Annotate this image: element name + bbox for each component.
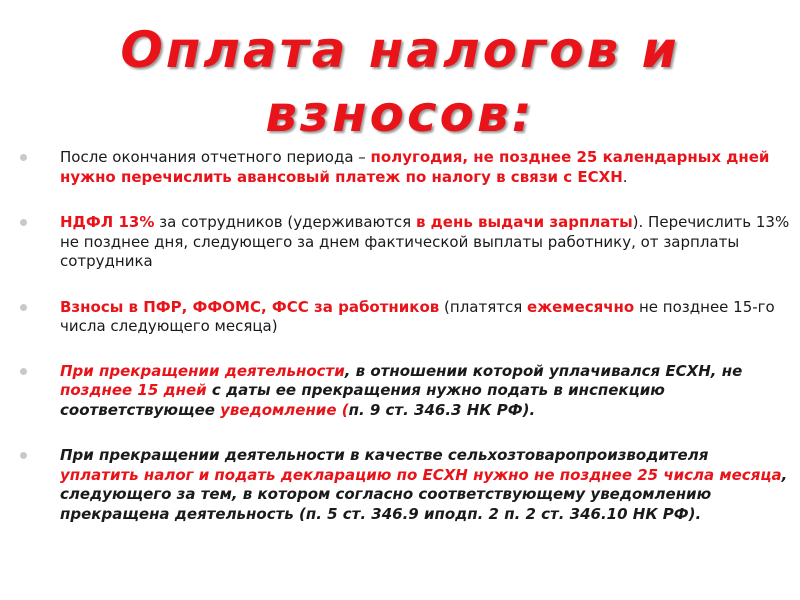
bullet-item <box>20 298 792 337</box>
bullet-text: (платятся <box>439 297 528 316</box>
bullet-dot-icon <box>20 219 27 226</box>
bullet-list <box>20 148 792 550</box>
bullet-highlight: уплатить налог и подать декларацию по ЕСХН нужно не позднее 25 числа месяца <box>60 465 782 484</box>
bullet-dot-icon <box>20 368 27 375</box>
bullet-item <box>20 362 792 421</box>
bullet-highlight: НДФЛ 13% <box>60 213 155 231</box>
slide-title-line-2: взносов: <box>265 85 535 143</box>
slide-title-line-1: Оплата налогов и <box>120 21 680 79</box>
bullet-text: При прекращении деятельности в качестве сельхозтоваропроизводителя <box>60 446 709 464</box>
bullet-highlight: позднее 15 дней <box>60 381 207 399</box>
bullet-highlight: Взносы в ПФР, ФФОМС, ФСС за работников <box>60 297 440 316</box>
bullet-text: ). Перечислить 13% не позднее дня, следующего за днем фактической выплаты работнику, от зарплаты сотрудника <box>60 213 790 270</box>
bullet-highlight: ежемесячно <box>527 297 635 316</box>
bullet-dot-icon <box>20 154 27 161</box>
bullet-highlight: уведомление ( <box>220 400 349 419</box>
bullet-item <box>20 213 792 272</box>
bullet-highlight: в день выдачи зарплаты <box>415 213 633 231</box>
bullet-item <box>20 446 792 524</box>
bullet-text: за сотрудников (удерживаются <box>154 213 416 231</box>
bullet-text: , в отношении которой уплачивался ЕСХН, не <box>344 361 743 380</box>
bullet-highlight: При прекращении деятельности <box>60 361 345 380</box>
bullet-text: После окончания отчетного периода – <box>60 148 371 166</box>
bullet-dot-icon <box>20 304 27 311</box>
bullet-text: с даты ее прекращения нужно подать в инспекцию соответствующее <box>60 381 665 419</box>
bullet-dot-icon <box>20 452 27 459</box>
bullet-item <box>20 148 792 187</box>
bullet-text: не позднее 15-го числа следующего месяца) <box>60 297 775 335</box>
bullet-text: , следующего за тем, в котором согласно соответствующему уведомлению прекращена деятельность (п. 5 ст. 346.9 иподп. 2 п. 2 ст. 346.10 НК РФ). <box>60 465 788 523</box>
bullet-text: . <box>622 167 628 186</box>
slide-title <box>0 18 800 146</box>
bullet-highlight: полугодия, не позднее 25 календарных дней нужно перечислить авансовый платеж по налогу в связи с ЕСХН <box>60 148 770 186</box>
bullet-text: п. 9 ст. 346.3 НК РФ). <box>348 400 536 419</box>
